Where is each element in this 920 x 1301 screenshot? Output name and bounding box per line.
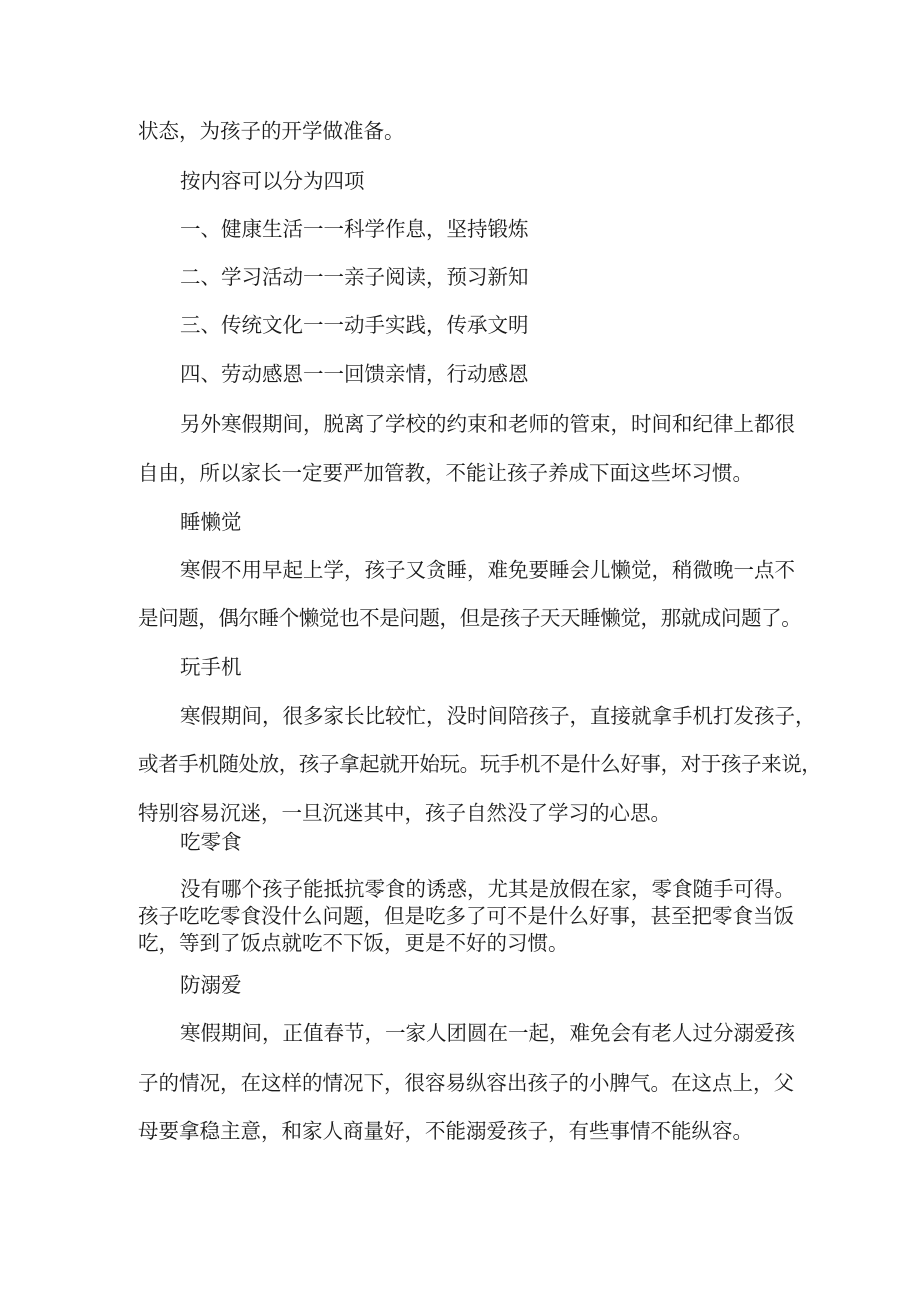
section-heading: 睡懒觉: [180, 510, 242, 534]
paragraph-line: 寒假不用早起上学，孩子又贪睡，难免要睡会儿懒觉，稍微晚一点不: [180, 558, 795, 582]
list-item: 二、学习活动一一亲子阅读，预习新知: [180, 265, 529, 289]
section-heading: 防溺爱: [180, 973, 242, 997]
paragraph-line: 母要拿稳主意，和家人商量好，不能溺爱孩子，有些事情不能纵容。: [138, 1119, 753, 1143]
list-item: 一、健康生活一一科学作息，坚持锻炼: [180, 217, 529, 241]
paragraph-line: 自由，所以家长一定要严加管教，不能让孩子养成下面这些坏习惯。: [138, 461, 753, 485]
paragraph-line: 孩子吃吃零食没什么问题，但是吃多了可不是什么好事，甚至把零食当饭: [138, 904, 794, 928]
paragraph-line: 特别容易沉迷，一旦沉迷其中，孩子自然没了学习的心思。: [138, 801, 671, 825]
paragraph-line: 寒假期间，正值春节，一家人团圆在一起，难免会有老人过分溺爱孩: [180, 1021, 795, 1045]
paragraph-line: 寒假期间，很多家长比较忙，没时间陪孩子，直接就拿手机打发孩子，: [180, 704, 816, 728]
section-heading: 玩手机: [180, 655, 242, 679]
list-item: 三、传统文化一一动手实践，传承文明: [180, 313, 529, 337]
paragraph-line: 吃，等到了饭点就吃不下饭，更是不好的习惯。: [138, 931, 569, 955]
paragraph-line: 另外寒假期间，脱离了学校的约束和老师的管束，时间和纪律上都很: [180, 412, 795, 436]
paragraph-line: 没有哪个孩子能抵抗零食的诱惑，尤其是放假在家，零食随手可得。: [180, 877, 795, 901]
paragraph-line: 是问题，偶尔睡个懒觉也不是问题，但是孩子天天睡懒觉，那就成问题了。: [138, 606, 802, 630]
paragraph-line: 子的情况，在这样的情况下，很容易纵容出孩子的小脾气。在这点上，父: [138, 1071, 794, 1095]
paragraph-line: 或者手机随处放，孩子拿起就开始玩。玩手机不是什么好事，对于孩子来说，: [138, 752, 822, 776]
paragraph-line: 状态，为孩子的开学做准备。: [138, 119, 405, 143]
list-item: 四、劳动感恩一一回馈亲情，行动感恩: [180, 362, 529, 386]
list-heading: 按内容可以分为四项: [180, 169, 365, 193]
section-heading: 吃零食: [180, 830, 242, 854]
